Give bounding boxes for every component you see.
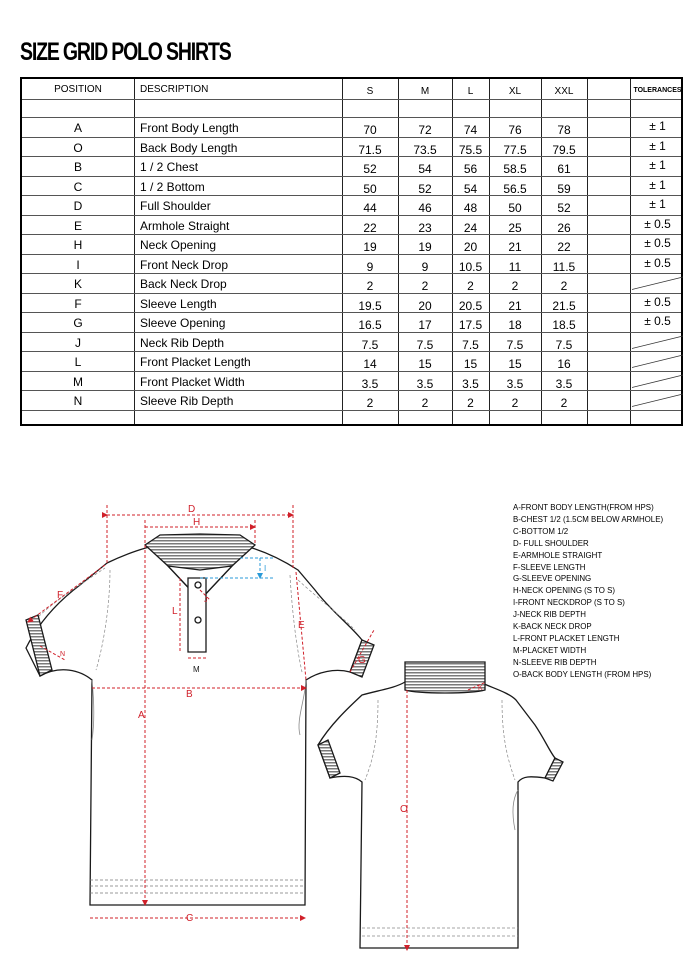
row-value: 59 bbox=[557, 181, 571, 196]
row-value: 11 bbox=[508, 259, 522, 274]
row-position: L bbox=[74, 355, 82, 369]
row-value: 2 bbox=[511, 279, 519, 293]
row-value: 19.5 bbox=[358, 298, 382, 313]
header-tolerances: TOLERANCES bbox=[633, 87, 682, 94]
row-value: 74 bbox=[463, 123, 478, 137]
header-description: DESCRIPTION bbox=[140, 84, 209, 95]
header-size-xl: XL bbox=[508, 86, 522, 97]
row-value: 3.5 bbox=[555, 376, 573, 391]
front-shirt bbox=[26, 534, 374, 905]
label-g: G bbox=[358, 655, 366, 666]
row-value: 2 bbox=[511, 396, 519, 410]
row-value: 76 bbox=[508, 123, 522, 137]
row-tolerance: ± 1 bbox=[649, 197, 666, 211]
legend-item: J-NECK RIB DEPTH bbox=[513, 609, 586, 620]
row-value: 19 bbox=[363, 240, 377, 254]
row-value: 10.5 bbox=[458, 259, 483, 274]
row-value: 26 bbox=[557, 220, 571, 235]
row-value: 52 bbox=[363, 162, 377, 176]
row-value: 15 bbox=[418, 357, 432, 371]
header-size-xxl: XXL bbox=[554, 86, 574, 97]
row-tolerance: ± 1 bbox=[649, 158, 666, 172]
row-position: O bbox=[73, 140, 83, 155]
row-description: Front Placket Length bbox=[140, 355, 251, 369]
row-value: 21 bbox=[508, 240, 522, 254]
label-j: J bbox=[204, 597, 208, 604]
row-value: 15 bbox=[508, 357, 522, 371]
row-value: 20 bbox=[463, 240, 478, 254]
row-value: 18.5 bbox=[552, 318, 576, 332]
row-value: 50 bbox=[363, 181, 377, 196]
row-position: M bbox=[73, 374, 83, 389]
row-value: 23 bbox=[418, 220, 432, 235]
row-value: 2 bbox=[560, 396, 568, 410]
row-position: E bbox=[73, 218, 82, 233]
row-value: 9 bbox=[366, 259, 374, 274]
row-value: 72 bbox=[418, 123, 432, 137]
row-position: B bbox=[73, 160, 82, 174]
row-value: 25 bbox=[508, 220, 522, 235]
row-value: 18 bbox=[508, 318, 522, 332]
row-value: 48 bbox=[463, 201, 478, 215]
row-tolerance: ± 0.5 bbox=[644, 216, 671, 231]
row-value: 2 bbox=[467, 396, 474, 410]
row-value: 22 bbox=[363, 220, 377, 235]
row-value: 17.5 bbox=[458, 318, 483, 332]
row-tolerance: ± 1 bbox=[649, 119, 666, 133]
label-m: M bbox=[193, 665, 200, 674]
header-size-s: S bbox=[366, 86, 374, 97]
legend-item: A-FRONT BODY LENGTH(FROM HPS) bbox=[513, 502, 654, 512]
row-description: Back Neck Drop bbox=[140, 277, 227, 291]
row-tolerance-empty bbox=[630, 332, 685, 352]
row-value: 11.5 bbox=[552, 259, 576, 274]
row-description: Armhole Straight bbox=[140, 218, 230, 233]
legend-item: N-SLEEVE RIB DEPTH bbox=[513, 656, 597, 667]
label-h: H bbox=[193, 517, 201, 528]
row-position: D bbox=[73, 199, 83, 213]
row-position: N bbox=[73, 394, 83, 408]
row-description: Back Body Length bbox=[140, 140, 238, 155]
row-value: 54 bbox=[463, 181, 478, 196]
row-value: 56.5 bbox=[503, 181, 527, 196]
row-description: 1 / 2 Bottom bbox=[140, 179, 205, 194]
legend-item: K-BACK NECK DROP bbox=[513, 621, 592, 631]
row-description: Sleeve Length bbox=[140, 296, 217, 311]
row-value: 50 bbox=[508, 201, 522, 215]
row-description: Front Neck Drop bbox=[140, 257, 229, 272]
label-b: B bbox=[186, 689, 193, 700]
row-position: G bbox=[73, 316, 83, 330]
table-row-divider bbox=[22, 117, 681, 118]
row-tolerance: ± 1 bbox=[649, 138, 666, 153]
label-c: C bbox=[186, 913, 194, 924]
legend-item: C-BOTTOM 1/2 bbox=[513, 525, 569, 536]
header-position: POSITION bbox=[54, 84, 102, 95]
row-position: C bbox=[73, 179, 83, 194]
row-value: 78 bbox=[557, 123, 571, 137]
row-value: 61 bbox=[557, 162, 571, 176]
row-description: Sleeve Opening bbox=[140, 316, 226, 330]
row-tolerance: ± 0.5 bbox=[644, 314, 671, 328]
legend-item: B-CHEST 1/2 (1.5CM BELOW ARMHOLE) bbox=[513, 513, 664, 524]
row-position: J bbox=[75, 335, 81, 350]
row-value: 52 bbox=[557, 201, 571, 215]
legend-item: H-NECK OPENING (S TO S) bbox=[513, 585, 616, 596]
row-value: 52 bbox=[418, 181, 432, 196]
row-tolerance-empty bbox=[630, 273, 685, 293]
row-value: 75.5 bbox=[458, 142, 483, 157]
row-value: 14 bbox=[363, 357, 377, 371]
table-column-divider bbox=[587, 79, 588, 424]
label-e: E bbox=[298, 620, 305, 631]
row-value: 17 bbox=[418, 318, 432, 332]
row-value: 7.5 bbox=[506, 337, 524, 352]
row-value: 7.5 bbox=[416, 337, 434, 352]
row-value: 2 bbox=[366, 396, 374, 410]
row-value: 73.5 bbox=[413, 142, 437, 157]
legend-item: D- FULL SHOULDER bbox=[513, 537, 589, 548]
row-value: 16.5 bbox=[358, 318, 382, 332]
row-value: 21 bbox=[508, 298, 522, 313]
row-value: 2 bbox=[421, 396, 429, 410]
header-size-m: M bbox=[420, 86, 430, 97]
front-placket bbox=[188, 578, 206, 652]
row-value: 46 bbox=[418, 201, 432, 215]
row-value: 9 bbox=[421, 259, 429, 274]
row-description: Sleeve Rib Depth bbox=[140, 394, 234, 408]
row-value: 54 bbox=[418, 162, 432, 176]
row-value: 7.5 bbox=[462, 337, 479, 352]
row-position: F bbox=[74, 296, 82, 311]
label-k: K bbox=[478, 685, 483, 692]
page-title: SIZE GRID POLO SHIRTS bbox=[20, 38, 231, 66]
row-value: 2 bbox=[560, 279, 568, 293]
legend-item: I-FRONT NECKDROP (S TO S) bbox=[513, 597, 625, 608]
row-value: 24 bbox=[463, 220, 478, 235]
row-description: Neck Opening bbox=[140, 238, 217, 252]
label-f: F bbox=[57, 590, 64, 601]
row-value: 21.5 bbox=[552, 298, 576, 313]
row-value: 16 bbox=[557, 357, 571, 371]
legend-item: M-PLACKET WIDTH bbox=[513, 644, 587, 655]
back-shirt bbox=[318, 662, 563, 948]
row-value: 22 bbox=[557, 240, 571, 254]
row-tolerance: ± 0.5 bbox=[644, 294, 671, 309]
row-value: 71.5 bbox=[358, 142, 382, 157]
row-value: 3.5 bbox=[506, 376, 524, 391]
row-value: 56 bbox=[463, 162, 478, 176]
back-collar bbox=[405, 662, 485, 693]
table-column-divider bbox=[134, 79, 135, 424]
row-value: 20.5 bbox=[458, 298, 483, 313]
row-value: 2 bbox=[467, 279, 474, 293]
row-position: K bbox=[73, 277, 82, 291]
row-tolerance: ± 0.5 bbox=[644, 255, 671, 270]
label-o: O bbox=[400, 804, 408, 815]
label-i: I bbox=[264, 564, 267, 573]
row-tolerance-empty bbox=[630, 390, 685, 410]
label-l: L bbox=[172, 606, 178, 617]
row-value: 77.5 bbox=[503, 142, 527, 157]
legend-item: E-ARMHOLE STRAIGHT bbox=[513, 549, 603, 560]
row-value: 7.5 bbox=[555, 337, 573, 352]
row-description: 1 / 2 Chest bbox=[140, 160, 199, 174]
row-tolerance: ± 1 bbox=[649, 177, 666, 192]
legend-item: O-BACK BODY LENGTH (FROM HPS) bbox=[513, 668, 652, 679]
row-value: 79.5 bbox=[552, 142, 576, 157]
row-value: 58.5 bbox=[503, 162, 527, 176]
header-size-l: L bbox=[467, 86, 474, 97]
table-row-divider bbox=[22, 99, 681, 100]
legend-item: G-SLEEVE OPENING bbox=[513, 573, 592, 584]
row-position: A bbox=[73, 121, 82, 135]
row-tolerance-empty bbox=[630, 371, 685, 391]
size-grid-table bbox=[20, 77, 683, 426]
row-value: 19 bbox=[418, 240, 432, 254]
row-description: Full Shoulder bbox=[140, 199, 211, 213]
row-value: 3.5 bbox=[416, 376, 434, 391]
row-value: 2 bbox=[421, 279, 429, 293]
label-n: N bbox=[60, 651, 66, 658]
row-value: 20 bbox=[418, 298, 432, 313]
row-description: Front Body Length bbox=[140, 121, 239, 135]
back-shirt-outline bbox=[318, 682, 555, 948]
row-value: 70 bbox=[363, 123, 377, 137]
row-description: Neck Rib Depth bbox=[140, 335, 225, 350]
legend-item: F-SLEEVE LENGTH bbox=[513, 561, 586, 572]
label-d: D bbox=[188, 504, 196, 515]
row-tolerance-empty bbox=[630, 351, 685, 371]
row-value: 7.5 bbox=[361, 337, 379, 352]
row-value: 2 bbox=[366, 279, 374, 293]
label-a: A bbox=[138, 710, 145, 721]
row-value: 3.5 bbox=[361, 376, 379, 391]
row-description: Front Placket Width bbox=[140, 374, 245, 389]
row-value: 3.5 bbox=[462, 376, 479, 391]
row-position: H bbox=[73, 238, 83, 252]
row-value: 15 bbox=[463, 357, 478, 371]
row-position: I bbox=[76, 257, 80, 272]
row-tolerance: ± 0.5 bbox=[644, 236, 671, 250]
legend-item: L-FRONT PLACKET LENGTH bbox=[513, 632, 620, 643]
row-value: 44 bbox=[363, 201, 377, 215]
